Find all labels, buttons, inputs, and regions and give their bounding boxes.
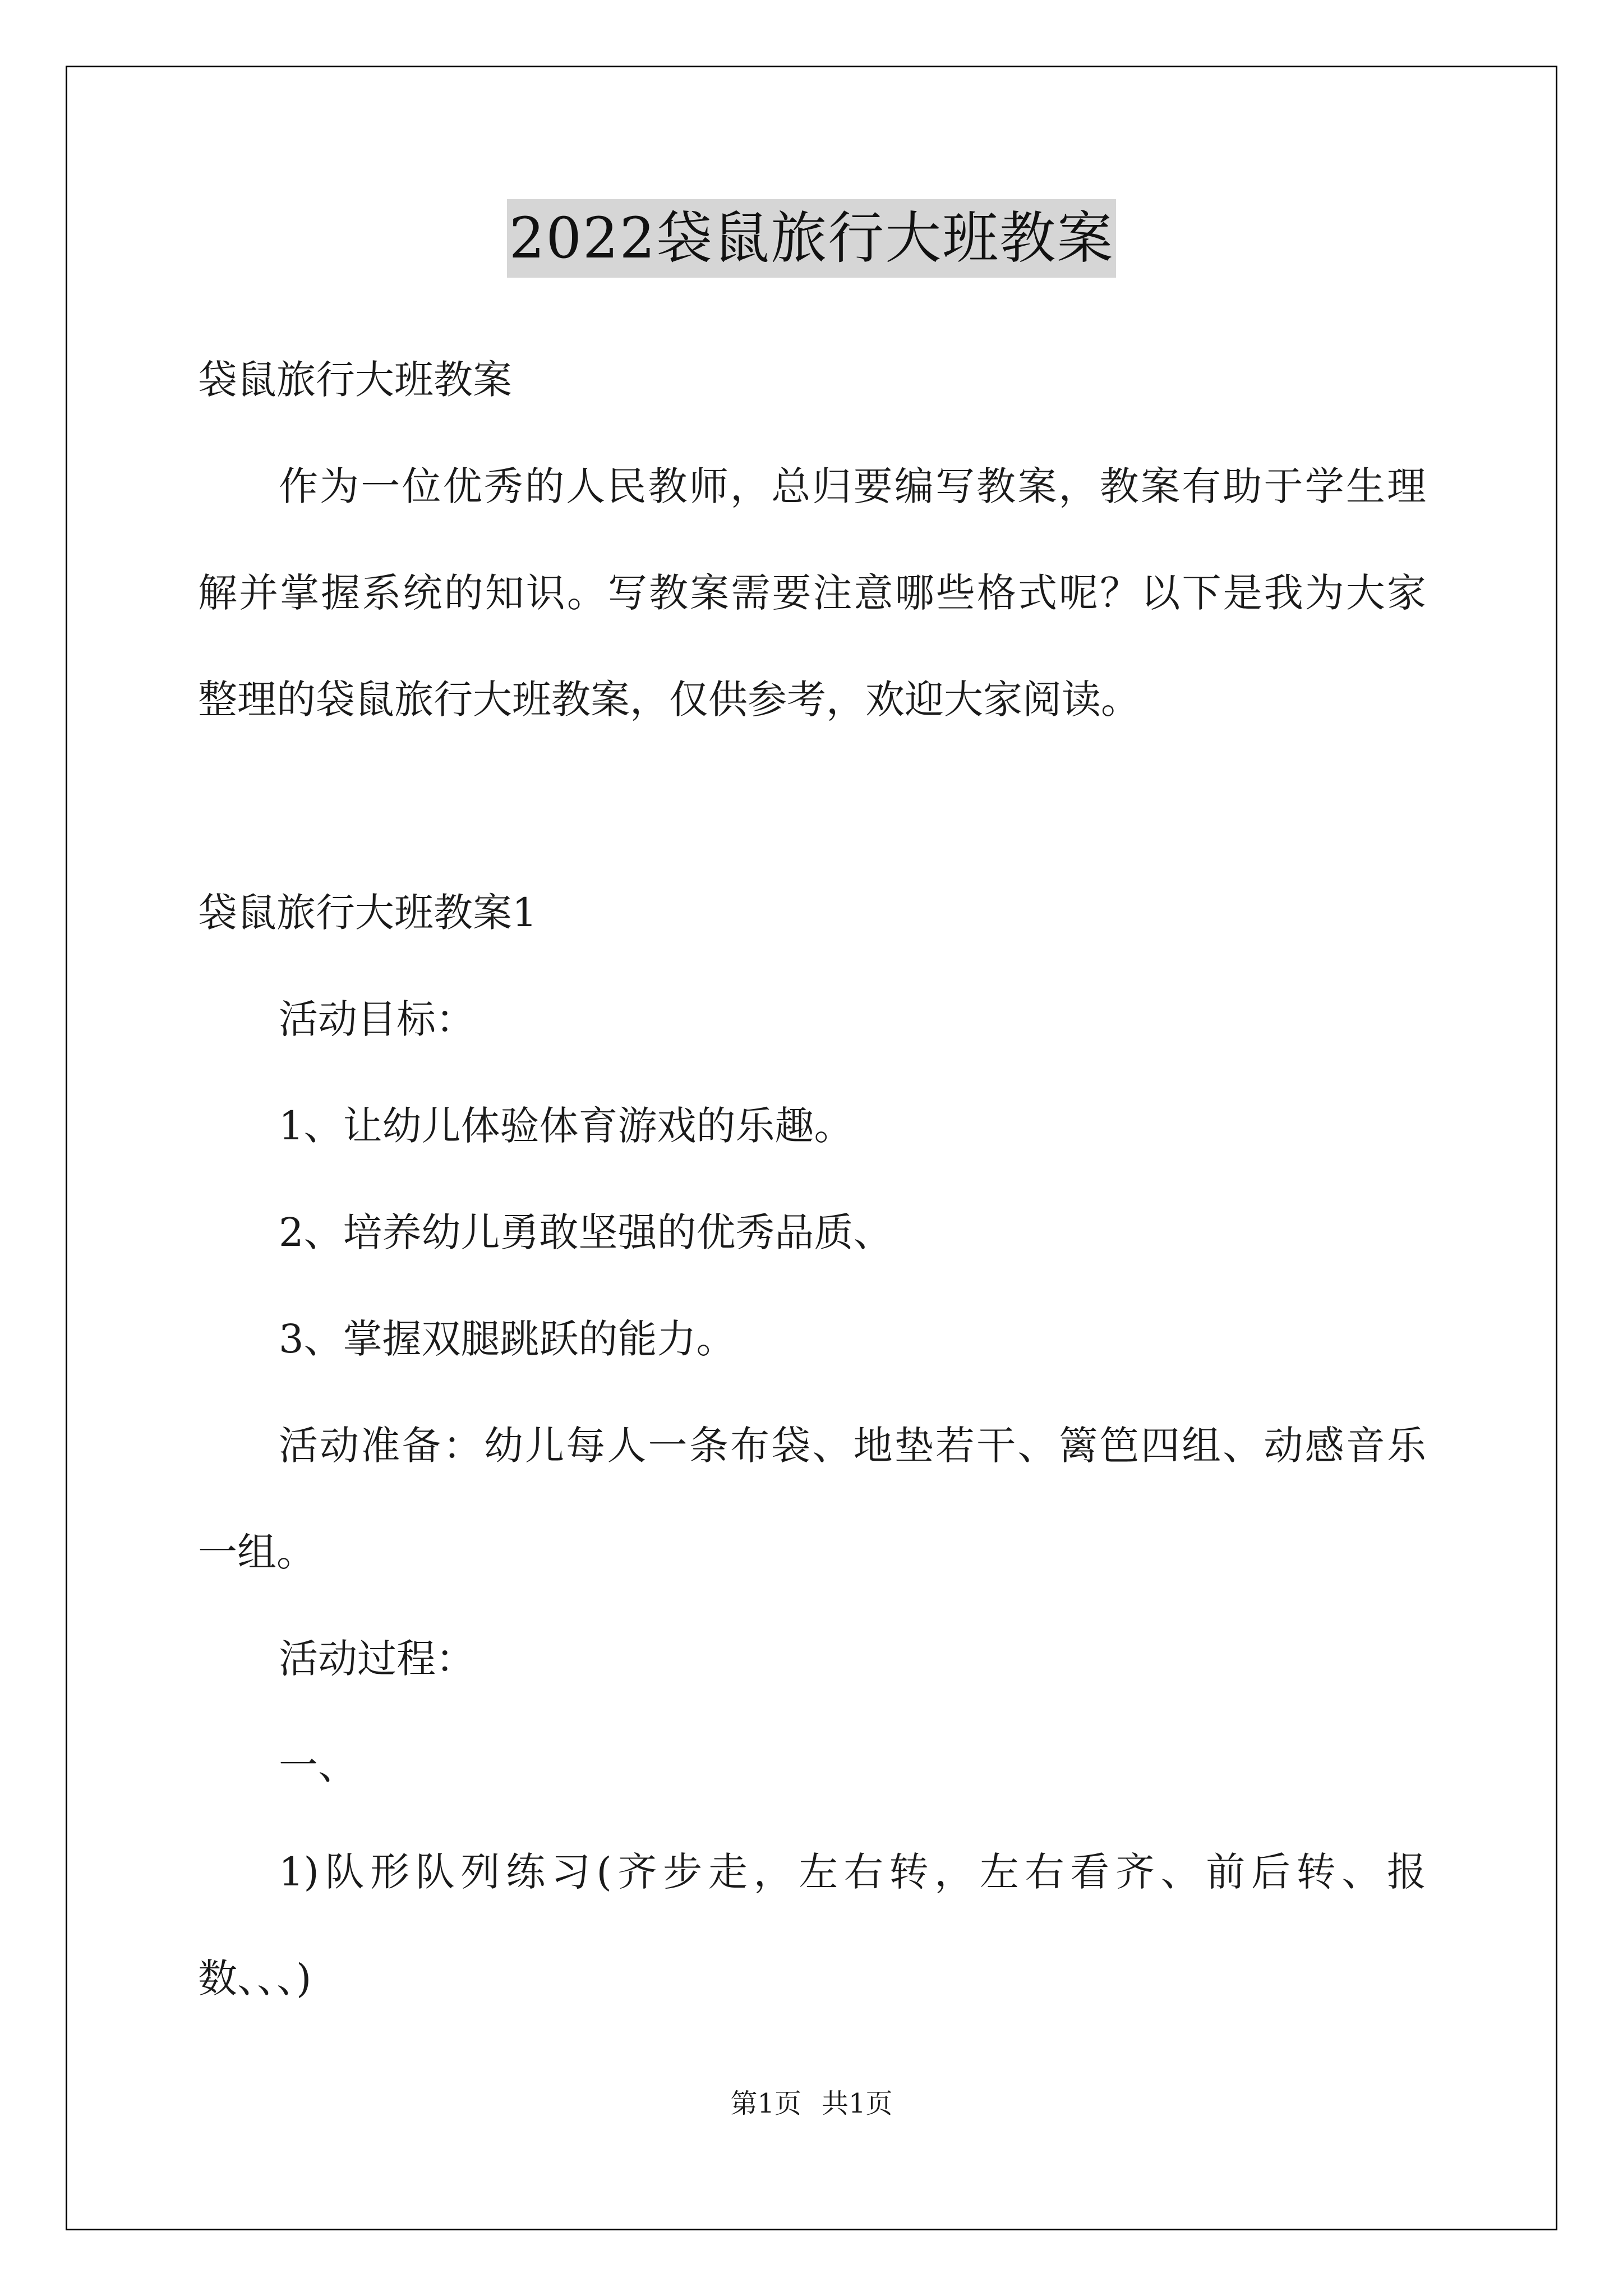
step-one-label: 一、 — [279, 1742, 357, 1788]
document-subtitle: 袋鼠旅行大班教案 — [198, 357, 512, 403]
goal-item-1: 1、让幼儿体验体育游戏的乐趣。 — [279, 1103, 854, 1149]
drill-line-2: 数、、、) — [198, 1955, 312, 2001]
section-heading: 袋鼠旅行大班教案1 — [198, 890, 537, 936]
goal-item-3: 3、掌握双腿跳跃的能力。 — [279, 1316, 736, 1362]
intro-line-2: 解并掌握系统的知识。写教案需要注意哪些格式呢？以下是我为大家 — [198, 570, 1426, 616]
prep-line-1: 活动准备：幼儿每人一条布袋、地垫若干、篱笆四组、动感音乐 — [279, 1423, 1426, 1469]
intro-line-3: 整理的袋鼠旅行大班教案，仅供参考，欢迎大家阅读。 — [198, 677, 1140, 723]
page-footer — [0, 2087, 1623, 2120]
process-label: 活动过程： — [279, 1636, 475, 1682]
document-title: 2022袋鼠旅行大班教案 — [507, 199, 1117, 278]
intro-line-1: 作为一位优秀的人民教师，总归要编写教案，教案有助于学生理 — [279, 463, 1426, 509]
footer-page-total: 共1页 — [822, 2088, 893, 2119]
drill-line-1: 1)队形队列练习(齐步走，左右转，左右看齐、前后转、报 — [279, 1849, 1426, 1895]
prep-line-2: 一组。 — [198, 1529, 316, 1575]
footer-page-number: 第1页 — [730, 2088, 801, 2119]
goals-label: 活动目标： — [279, 996, 475, 1042]
title-container — [0, 199, 1623, 278]
goal-item-2: 2、培养幼儿勇敢坚强的优秀品质、 — [279, 1209, 893, 1255]
